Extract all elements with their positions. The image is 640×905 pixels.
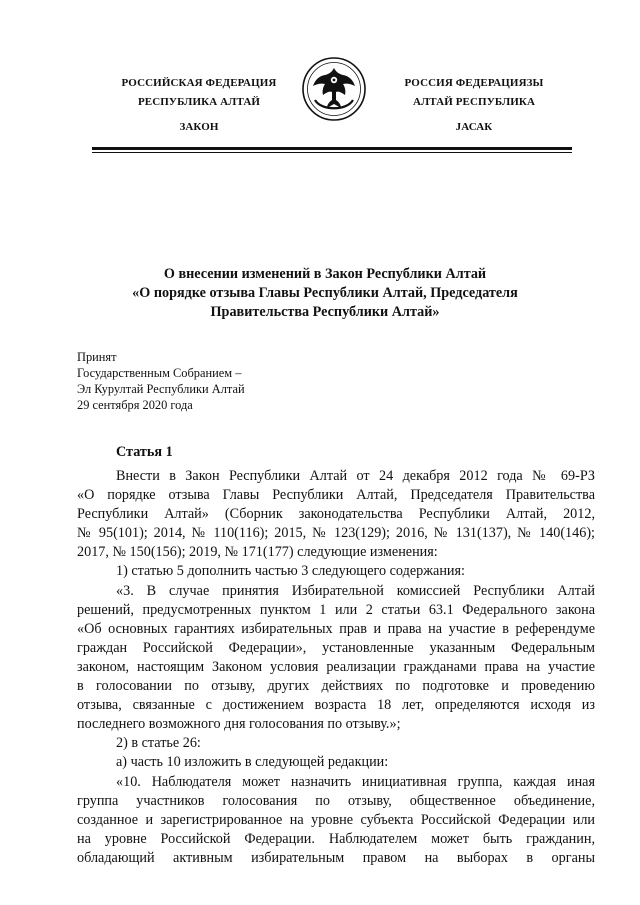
body-line: «3. В случае принятия Избирательной комиссией Республики Алтай — [116, 582, 595, 599]
body-line: на уровне Российской Федерации. Наблюдателем может быть гражданин, — [77, 830, 595, 847]
body-line: отзыва, связанные с достижением возраста 18 лет, определяются исходя из — [77, 697, 595, 714]
body-line: Внести в Закон Республики Алтай от 24 декабря 2012 года № 69-РЗ — [116, 468, 595, 484]
body-line: решений, предусмотренных пунктом 1 или 2 статьи 63.1 Федерального закона — [77, 601, 595, 618]
law-title-line: Правительства Республики Алтай» — [210, 304, 440, 320]
body-line: 2017, № 150(156); 2019, № 171(177) следующие изменения: — [77, 544, 438, 561]
adoption-date: 29 сентября 2020 года — [77, 398, 193, 412]
header-left-republic: РЕСПУБЛИКА АЛТАЙ — [137, 96, 261, 108]
law-title-line: «О порядке отзыва Главы Республики Алтай, Председателя — [132, 285, 518, 301]
altai-republic-emblem-icon — [301, 56, 367, 122]
header-right-block — [374, 74, 574, 137]
body-line: № 95(101); 2014, № 110(116); 2015, № 123(129); 2016, № 131(137), № 140(146); — [77, 525, 595, 542]
body-line: 1) статью 5 дополнить частью 3 следующего содержания: — [116, 563, 465, 580]
body-line: созданное и зарегистрированное на уровне субъекта Российской Федерации или — [77, 811, 595, 828]
adoption-line: Принят — [77, 350, 117, 364]
header-right-republic: АЛТАЙ РЕСПУБЛИКА — [412, 96, 536, 108]
adoption-line: Государственным Собранием – — [77, 366, 242, 380]
header-left-country: РОССИЙСКАЯ ФЕДЕРАЦИЯ — [121, 77, 277, 89]
header-right-country: РОССИЯ ФЕДЕРАЦИЯЗЫ — [404, 77, 544, 89]
body-line: «10. Наблюдателя может назначить инициативная группа, каждая иная — [116, 773, 595, 790]
header-left-block — [104, 74, 294, 137]
body-line: в голосовании по отзыву, других действиях по подготовке и проведению — [77, 678, 595, 695]
header-divider-thick — [92, 147, 572, 150]
body-line: 2) в статье 26: — [116, 735, 201, 752]
body-line: «Об основных гарантиях избирательных прав и права на участие в референдуме — [77, 620, 595, 637]
header-divider-thin — [92, 152, 572, 153]
article-heading: Статья 1 — [116, 444, 173, 460]
header-left-doc-type: ЗАКОН — [179, 121, 219, 133]
body-line: законом, настоящим Законом условия реализации гражданами права на участие — [77, 658, 595, 675]
body-line: граждан Российской Федерации», установленные указанным Федеральным — [77, 639, 595, 656]
body-line: последнего возможного дня голосования по отзыву.»; — [77, 716, 401, 733]
law-title — [90, 265, 560, 322]
body-line: «О порядке отзыва Главы Республики Алтай, Председателя Правительства — [77, 487, 595, 504]
article-body — [77, 467, 595, 868]
body-line: Республики Алтай» (Сборник законодательства Республики Алтай, 2012, — [77, 506, 595, 523]
adoption-info — [77, 349, 337, 413]
header-right-doc-type: JАСАК — [455, 121, 493, 133]
body-line: обладающий активным избирательным правом на выборах в органы — [77, 849, 595, 866]
law-title-line: О внесении изменений в Закон Республики Алтай — [163, 266, 487, 282]
body-line: группа участников голосования по отзыву, общественное объединение, — [77, 792, 595, 809]
body-line: а) часть 10 изложить в следующей редакции: — [116, 754, 389, 771]
adoption-line: Эл Курултай Республики Алтай — [77, 382, 245, 396]
